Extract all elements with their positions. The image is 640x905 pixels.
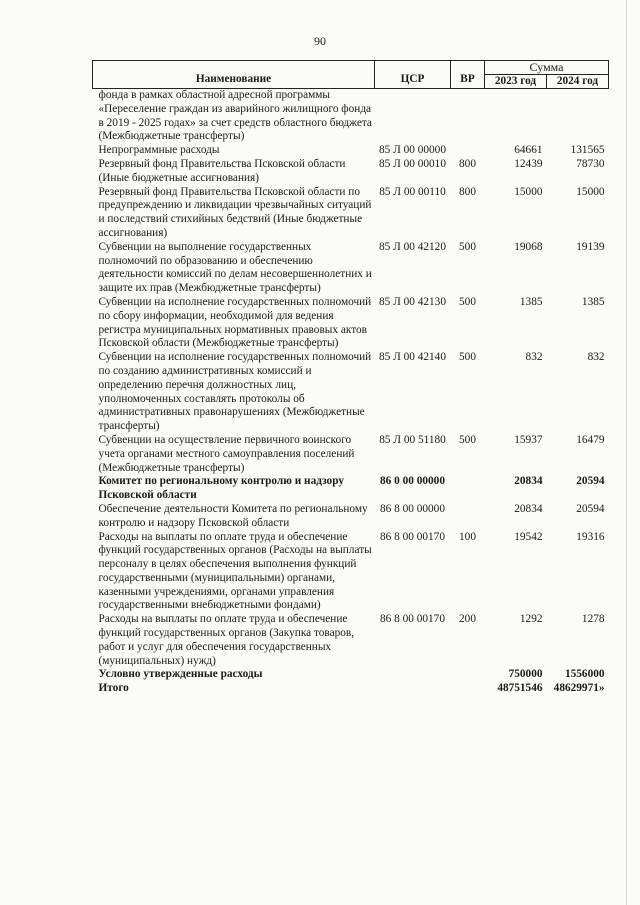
table-row xyxy=(93,668,609,682)
row-csr: 86 8 00 00000 xyxy=(380,502,445,515)
row-vr xyxy=(451,503,485,531)
row-amount-2024: 131565 xyxy=(570,144,605,157)
row-vr xyxy=(451,682,485,696)
header-name: Наименование xyxy=(93,61,375,89)
header-sum: Сумма xyxy=(485,61,609,75)
row-amount-2024: 15000 xyxy=(576,185,605,198)
row-amount-2023: 750000 xyxy=(508,668,543,681)
row-amount-2023: 20834 xyxy=(514,502,543,515)
header-year-2023: 2023 год xyxy=(485,75,547,89)
row-csr: 85 Л 00 00010 xyxy=(379,157,446,170)
row-vr: 800 xyxy=(459,157,476,170)
row-amount-2024: 48629971» xyxy=(553,682,605,695)
row-amount-2024: 832 xyxy=(587,351,605,364)
table-row xyxy=(93,144,609,158)
table-header xyxy=(93,61,609,89)
row-amount-2023: 64661 xyxy=(514,144,543,157)
row-amount-2024: 1556000 xyxy=(564,668,605,681)
row-csr xyxy=(375,682,451,696)
row-name: Условно утвержденные расходы xyxy=(98,668,263,681)
row-csr: 85 Л 00 42130 xyxy=(379,295,446,308)
row-amount-2024: 20594 xyxy=(576,502,605,515)
row-amount-2024: 1278 xyxy=(581,613,605,626)
row-name: Субвенции на исполнение государственных полномочий по сбору информации, необходимой для ведения регистра муниципальных нормативных правовых актов Псковской области (Межбюджетные трансферты) xyxy=(98,295,372,350)
header-csr: ЦСР xyxy=(375,61,451,89)
row-amount-2024: 20594 xyxy=(576,475,605,488)
row-csr: 85 Л 00 51180 xyxy=(379,433,446,446)
table-row xyxy=(93,241,609,296)
row-name: Субвенции на исполнение государственных полномочий по созданию административных комиссий и определению перечня должностных лиц, уполномоченных составлять протоколы об административных правонарушениях (Межбюджетные трансферты) xyxy=(98,351,372,433)
row-vr: 500 xyxy=(459,433,476,446)
row-name: Итого xyxy=(98,682,129,695)
row-amount-2023: 1385 xyxy=(519,295,543,308)
row-csr xyxy=(375,89,451,145)
row-name: Резервный фонд Правительства Псковской области по предупреждению и ликвидации чрезвычайных ситуаций и последствий стихийных бедствий (Иные бюджетные ассигнования) xyxy=(98,185,372,239)
row-csr: 85 Л 00 00000 xyxy=(379,144,446,157)
table-row xyxy=(93,351,609,434)
row-csr: 85 Л 00 42120 xyxy=(379,240,446,253)
table-row xyxy=(93,296,609,351)
row-amount-2023: 12439 xyxy=(514,157,543,170)
row-vr: 500 xyxy=(459,295,476,308)
table-body xyxy=(93,89,609,697)
row-vr: 500 xyxy=(459,240,476,253)
table-row xyxy=(93,89,609,145)
row-vr xyxy=(451,668,485,682)
row-name: Субвенции на осуществление первичного воинского учета органами местного самоуправления поселений (Межбюджетные трансферты) xyxy=(98,433,355,474)
row-amount-2024: 19139 xyxy=(576,240,605,253)
table-row xyxy=(93,531,609,614)
row-amount-2024: 19316 xyxy=(576,530,605,543)
row-amount-2024: 78730 xyxy=(576,157,605,170)
row-csr: 85 Л 00 00110 xyxy=(379,185,446,198)
row-amount-2023: 15000 xyxy=(514,185,543,198)
row-name: Расходы на выплаты по оплате труда и обеспечение функций государственных органов (Расходы на выплаты персоналу в целях обеспечения выполнения функций государственными (муниципальными) органами, казенными учреждениями, органами управления государственными внебюджетными фондами) xyxy=(98,530,372,612)
row-amount-2023: 19068 xyxy=(514,240,543,253)
row-name: Комитет по региональному контролю и надзору Псковской области xyxy=(98,475,344,502)
table-row xyxy=(93,682,609,696)
row-vr: 100 xyxy=(459,530,476,543)
page-edge-line xyxy=(626,0,627,905)
row-amount-2023: 832 xyxy=(525,351,543,364)
table-row xyxy=(93,503,609,531)
table-row xyxy=(93,158,609,186)
row-amount-2023 xyxy=(485,89,547,145)
row-name: Обеспечение деятельности Комитета по региональному контролю и надзору Псковской области xyxy=(98,502,368,529)
row-vr xyxy=(451,475,485,503)
table-row xyxy=(93,434,609,475)
row-amount-2023: 19542 xyxy=(514,530,543,543)
row-name: Непрограммные расходы xyxy=(98,144,220,157)
row-name: Расходы на выплаты по оплате труда и обеспечение функций государственных органов (Закупка товаров, работ и услуг для обеспечения государственных (муниципальных) нужд) xyxy=(98,613,355,667)
row-amount-2023: 20834 xyxy=(514,475,543,488)
row-amount-2023: 15937 xyxy=(514,433,543,446)
row-amount-2024: 16479 xyxy=(576,433,605,446)
table-row xyxy=(93,186,609,241)
row-amount-2024: 1385 xyxy=(581,295,605,308)
table-row xyxy=(93,613,609,668)
row-amount-2023: 1292 xyxy=(519,613,543,626)
row-csr: 86 8 00 00170 xyxy=(380,530,445,543)
page-number: 90 xyxy=(314,34,326,48)
row-name: фонда в рамках областной адресной программы «Переселение граждан из аварийного жилищного фонда в 2019 - 2025 годах» за счет средств областного бюджета (Межбюджетные трансферты) xyxy=(98,89,372,143)
row-vr: 500 xyxy=(459,351,476,364)
row-vr: 200 xyxy=(459,613,476,626)
header-year-2024: 2024 год xyxy=(547,75,609,89)
row-csr xyxy=(375,668,451,682)
row-amount-2023: 48751546 xyxy=(497,682,543,695)
row-csr: 85 Л 00 42140 xyxy=(379,351,446,364)
row-vr: 800 xyxy=(459,185,476,198)
budget-table xyxy=(92,60,609,696)
row-csr: 86 0 00 00000 xyxy=(380,475,445,488)
row-vr xyxy=(451,144,485,158)
header-vr: ВР xyxy=(451,61,485,89)
row-amount-2024 xyxy=(547,89,609,145)
row-csr: 86 8 00 00170 xyxy=(380,613,445,626)
table-row xyxy=(93,475,609,503)
row-name: Резервный фонд Правительства Псковской области (Иные бюджетные ассигнования) xyxy=(98,157,346,184)
row-name: Субвенции на выполнение государственных полномочий по образованию и обеспечению деятельности комиссий по делам несовершеннолетних и защите их прав (Межбюджетные трансферты) xyxy=(98,240,372,295)
row-vr xyxy=(451,89,485,145)
